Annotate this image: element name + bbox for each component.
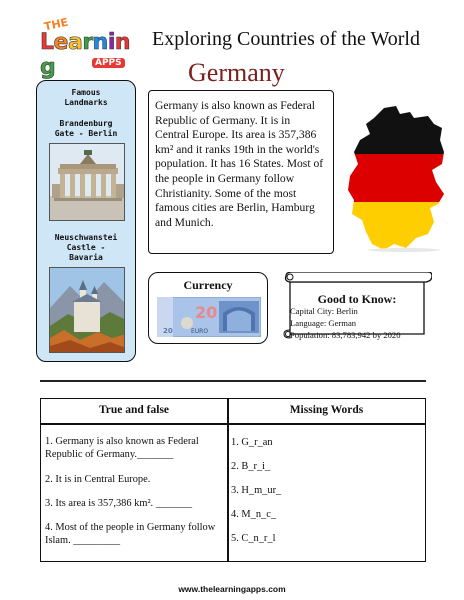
section-divider [40,380,426,382]
landmark-name-2: Neuschwanstei Castle - Bavaria [54,233,118,262]
population-text: Population: 83,783,942 by 2020 [290,330,401,340]
footer-url: www.thelearningapps.com [178,584,286,594]
country-name: Germany [188,58,285,87]
currency-box [148,272,268,344]
landmarks-panel [36,80,136,362]
logo-text-the: THE [42,15,70,34]
currency-label: Currency [183,278,233,292]
true-false-question-4: 4. Most of the people in Germany follow Islam. _________ [45,522,216,546]
logo-text-learning: Learning [40,30,131,80]
page-title: Exploring Countries of the World [152,28,420,50]
good-to-know-title: Good to Know: [317,292,397,306]
euro-banknote [157,297,261,337]
true-false-header: True and false [98,404,170,416]
questions-table [40,398,426,562]
missing-word-1: 1. G_r_an [231,437,273,448]
true-false-question-1: 1. Germany is also known as Federal Republic of Germany._______ [45,436,199,460]
neuschwanstein-castle-photo [49,267,125,353]
germany-flag-map [344,104,450,252]
missing-word-2: 2. B_r_i_ [231,461,271,472]
missing-word-5: 5. C_n_r_l [231,533,276,544]
table-header-divider [41,423,425,425]
svg-text:20: 20 [195,303,218,322]
missing-words-header: Missing Words [289,404,364,416]
logo-text-apps: APPS [92,58,125,68]
good-to-know-scroll [282,272,432,340]
country-description: Germany is also known as Federal Republic of Germany. It is in Central Europe. Its area is 357,386 km² and it ranks 19th in the world's population. It has 16 States. Most of the people in Germany follow Christianity. Some of the most famous cities are Berlin, Hamburg and Munich. [148,90,334,254]
landmarks-heading: Famous Landmarks [64,88,108,107]
missing-word-3: 3. H_m_ur_ [231,485,282,496]
svg-text:EURO: EURO [191,328,209,335]
missing-word-4: 4. M_n_c_ [231,509,277,520]
capital-city-text: Capital City: Berlin [290,306,358,316]
true-false-question-2: 2. It is in Central Europe. [45,474,151,485]
language-text: Language: German [290,318,357,328]
true-false-question-3: 3. Its area is 357,386 km². _______ [45,498,193,509]
learning-apps-logo [40,15,140,80]
svg-text:20: 20 [163,327,173,335]
brandenburg-gate-photo [49,143,125,221]
landmark-name-1: Brandenburg Gate - Berlin [54,119,118,138]
